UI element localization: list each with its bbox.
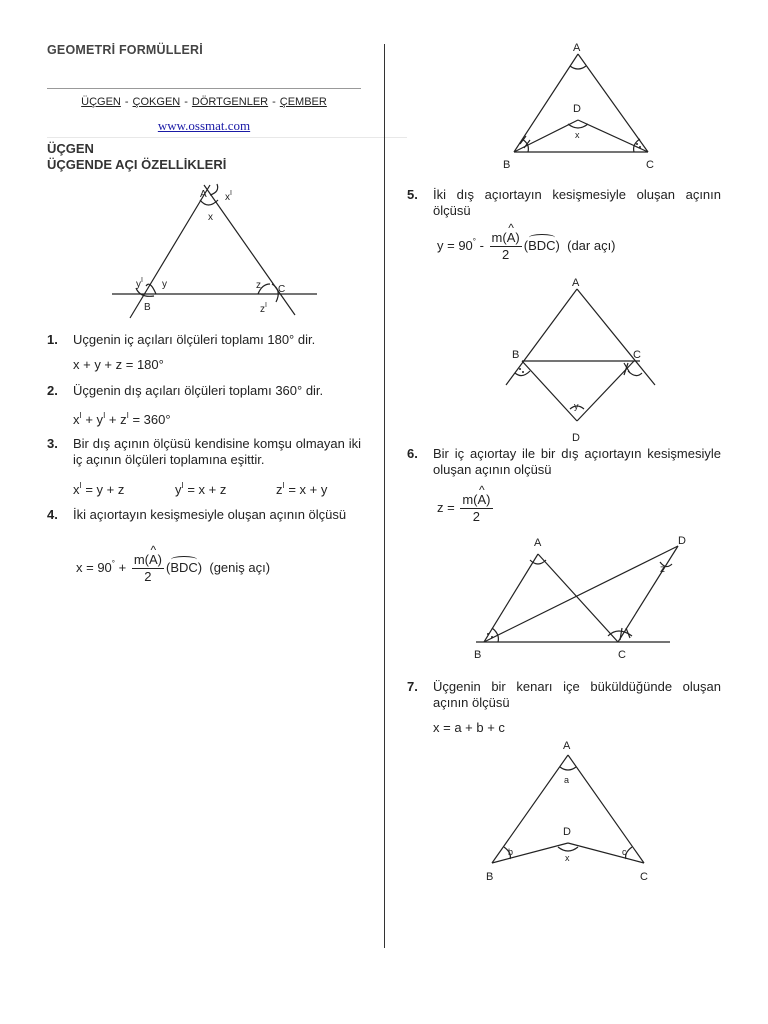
fig5-label-A: A	[572, 277, 580, 289]
formula-5: y = 90° - $\frac{m(\^{} A)}{2}$ (BDC) (dar açı)	[437, 230, 616, 263]
fig7-label-D: D	[563, 826, 571, 838]
fig5-label-B: B	[512, 349, 520, 361]
formula-4: x = 90° + $\frac{m(\^{} A)}{2}$ (BDC) (geniş açı)	[76, 552, 270, 585]
item-2: 2. Üçgenin dış açıları ölçüleri toplamı 360° dir.	[47, 383, 324, 398]
item-3: 3. Bir dış açının ölçüsü kendisine komşu olmayan iki iç açının ölçüleri toplamına eşittir.	[47, 436, 361, 467]
fig7-label-a: a	[564, 775, 570, 785]
fig5-label-D: D	[572, 432, 580, 444]
fig1-label-A: A	[200, 189, 207, 200]
exterior-bisectors-figure	[500, 275, 670, 445]
fig4-label-D: D	[573, 103, 581, 115]
fig6-label-A: A	[534, 537, 542, 549]
header-rule-light	[47, 137, 407, 138]
fig1-label-y-prime: $y^I$	[136, 277, 143, 290]
nav-link-cokgen[interactable]: ÇOKGEN	[132, 96, 181, 108]
fig1-label-z: z	[256, 280, 261, 291]
fig4-label-B: B	[503, 159, 511, 171]
fig7-label-C: C	[640, 871, 648, 883]
fig6-label-z: z	[660, 564, 665, 575]
item-7: 7. Üçgenin bir kenarı içe büküldüğünde oluşan açının ölçüsü	[407, 679, 721, 710]
fig1-label-C: C	[278, 284, 286, 295]
formula-3b: $y^I = x + z$	[175, 481, 227, 497]
formula-3a: $x^I = y + z$	[73, 481, 125, 497]
fig7-label-A: A	[563, 740, 571, 752]
fig1-label-y: y	[162, 279, 167, 290]
section-title-aci-ozellikleri: ÜÇGENDE AÇI ÖZELLİKLERİ	[47, 157, 227, 172]
bent-side-triangle-figure	[480, 737, 660, 887]
formula-1: x + y + z = 180°	[73, 357, 164, 372]
item-6: 6. Bir iç açıortay ile bir dış açıortayın kesişmesiyle oluşan açının olçüsü	[407, 446, 721, 477]
fig1-label-x-prime: $x^I$	[225, 190, 232, 203]
nav-link-ucgen[interactable]: ÜÇGEN	[81, 96, 121, 108]
nav-link-cember[interactable]: ÇEMBER	[279, 96, 327, 108]
interior-exterior-bisector-figure	[468, 532, 698, 664]
fig4-label-A: A	[573, 42, 581, 54]
item-4: 4. İki açıortayın kesişmesiyle oluşan açının ölçüsü	[47, 507, 347, 522]
fig6-label-B: B	[474, 649, 482, 661]
page-title: GEOMETRİ FORMÜLLERİ	[47, 43, 203, 57]
fig7-label-x: x	[565, 853, 570, 863]
fig7-label-b: b	[508, 847, 514, 857]
fig6-label-C: C	[618, 649, 626, 661]
fig1-label-B: B	[144, 302, 151, 313]
fig1-label-z-prime: $z^I$	[260, 302, 267, 315]
nav-bar: ÜÇGEN - ÇOKGEN - DÖRTGENLER - ÇEMBER	[81, 96, 327, 108]
item-1: 1. Uçgenin iç açıları ölçüleri toplamı 180° dir.	[47, 332, 316, 347]
fig1-label-x: x	[208, 212, 213, 223]
column-divider	[384, 44, 385, 948]
interior-bisectors-figure	[500, 40, 670, 175]
item-5: 5. İki dış açıortayın kesişmesiyle oluşan açının ölçüsü	[407, 187, 721, 218]
fig7-label-B: B	[486, 871, 494, 883]
formula-2: $x^I + y^I + z^I = 360^\circ$	[73, 411, 171, 427]
formula-7: x = a + b + c	[433, 720, 505, 735]
triangle-exterior-angles-figure	[100, 180, 330, 320]
fig4-label-C: C	[646, 159, 654, 171]
website-link[interactable]: www.ossmat.com	[157, 118, 251, 133]
formula-3c: $z^I = x + y$	[276, 481, 328, 497]
fig4-label-x: x	[575, 130, 580, 140]
section-title-ucgen: ÜÇGEN	[47, 141, 94, 156]
nav-link-dortgenler[interactable]: DÖRTGENLER	[191, 96, 269, 108]
formula-6: z = $\frac{m(\^{} A)}{2}$	[437, 492, 495, 525]
fig5-label-C: C	[633, 349, 641, 361]
fig6-label-D: D	[678, 535, 686, 547]
header-rule	[47, 88, 361, 89]
fig5-label-y: y	[574, 401, 579, 411]
fig7-label-c: c	[622, 847, 627, 857]
